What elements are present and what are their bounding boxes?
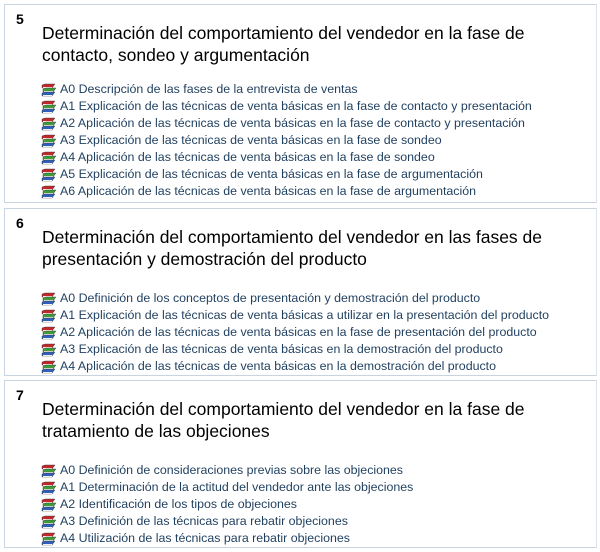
books-icon — [41, 100, 57, 114]
section-title: Determinación del comportamiento del vendedor en la fase de contacto, sondeo y argumentación — [42, 23, 525, 65]
books-icon — [41, 168, 57, 182]
activity-list — [41, 81, 532, 200]
section-title: Determinación del comportamiento del vendedor en la fase de tratamiento de las objeciones — [42, 399, 525, 441]
activity-label[interactable]: A4 Utilización de las técnicas para rebatir objeciones — [60, 531, 350, 545]
activity-label[interactable]: A1 Determinación de la actitud del vendedor ante las objeciones — [60, 480, 414, 494]
activity-list — [41, 462, 413, 547]
activity-label[interactable]: A5 Explicación de las técnicas de venta básicas en la fase de argumentación — [60, 167, 483, 181]
activity-label[interactable]: A1 Explicación de las técnicas de venta básicas en la fase de contacto y presentación — [60, 99, 532, 113]
activity-label[interactable]: A6 Aplicación de las técnicas de venta básicas en la fase de argumentación — [60, 184, 477, 198]
section-number: 5 — [16, 11, 24, 27]
activity-label[interactable]: A0 Definición de los conceptos de presentación y demostración del producto — [60, 291, 481, 305]
books-icon — [41, 532, 57, 546]
activity-link[interactable] — [41, 132, 532, 149]
books-icon — [41, 151, 57, 165]
activity-label[interactable]: A4 Aplicación de las técnicas de venta básicas en la demostración del producto — [60, 359, 497, 373]
books-icon — [41, 83, 57, 97]
activity-label[interactable]: A4 Aplicación de las técnicas de venta básicas en la fase de sondeo — [60, 150, 435, 164]
section-title: Determinación del comportamiento del vendedor en las fases de presentación y demostración del producto — [42, 227, 543, 269]
section-number: 7 — [16, 387, 24, 403]
books-icon — [41, 309, 57, 323]
activity-label[interactable]: A3 Definición de las técnicas para rebatir objeciones — [60, 514, 348, 528]
topic-section-7 — [4, 380, 597, 548]
section-number: 6 — [16, 215, 24, 231]
activity-label[interactable]: A1 Explicación de las técnicas de venta básicas a utilizar en la presentación del producto — [60, 308, 550, 322]
books-icon — [41, 464, 57, 478]
books-icon — [41, 498, 57, 512]
topic-section-5 — [4, 4, 597, 203]
activity-link[interactable] — [41, 166, 532, 183]
books-icon — [41, 481, 57, 495]
activity-list — [41, 290, 549, 375]
activity-link[interactable] — [41, 479, 413, 496]
activity-link[interactable] — [41, 81, 532, 98]
activity-link[interactable] — [41, 307, 549, 324]
activity-label[interactable]: A0 Descripción de las fases de la entrevista de ventas — [60, 82, 358, 96]
activity-link[interactable] — [41, 496, 413, 513]
activity-link[interactable] — [41, 98, 532, 115]
books-icon — [41, 515, 57, 529]
activity-link[interactable] — [41, 183, 532, 200]
activity-label[interactable]: A2 Identificación de los tipos de objeciones — [60, 497, 297, 511]
activity-label[interactable]: A0 Definición de consideraciones previas sobre las objeciones — [60, 463, 404, 477]
activity-link[interactable] — [41, 358, 549, 375]
activity-label[interactable]: A3 Explicación de las técnicas de venta básicas en la fase de sondeo — [60, 133, 442, 147]
activity-link[interactable] — [41, 324, 549, 341]
activity-label[interactable]: A3 Explicación de las técnicas de venta básicas en la demostración del producto — [60, 342, 503, 356]
activity-label[interactable]: A2 Aplicación de las técnicas de venta básicas en la fase de presentación del producto — [60, 325, 537, 339]
topic-section-6 — [4, 208, 597, 376]
books-icon — [41, 360, 57, 374]
activity-link[interactable] — [41, 341, 549, 358]
activity-link[interactable] — [41, 115, 532, 132]
activity-label[interactable]: A2 Aplicación de las técnicas de venta básicas en la fase de contacto y presentación — [60, 116, 525, 130]
books-icon — [41, 343, 57, 357]
activity-link[interactable] — [41, 462, 413, 479]
books-icon — [41, 117, 57, 131]
activity-link[interactable] — [41, 290, 549, 307]
books-icon — [41, 185, 57, 199]
activity-link[interactable] — [41, 149, 532, 166]
books-icon — [41, 292, 57, 306]
activity-link[interactable] — [41, 513, 413, 530]
books-icon — [41, 134, 57, 148]
activity-link[interactable] — [41, 530, 413, 547]
books-icon — [41, 326, 57, 340]
